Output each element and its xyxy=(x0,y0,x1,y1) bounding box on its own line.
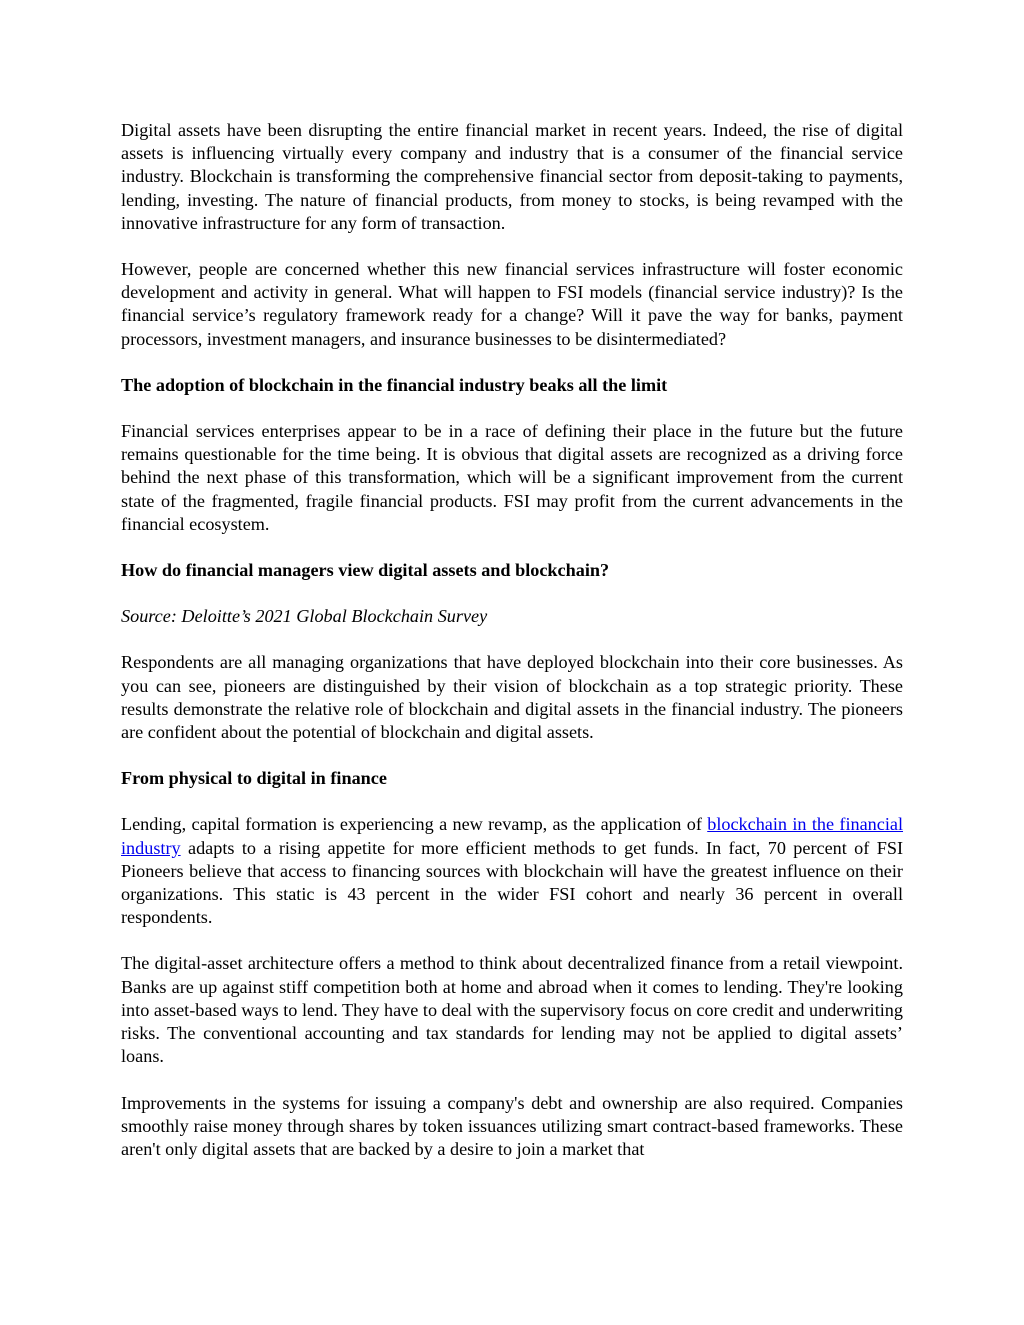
document-page xyxy=(121,119,903,1184)
paragraph-intro: Digital assets have been disrupting the entire financial market in recent years. Indeed, the rise of digital assets is influencing virtually every company and industry that is a consumer of the financial service industry. Blockchain is transforming the comprehensive financial sector from deposit-taking to payments, lending, investing. The nature of financial products, from money to stocks, is being revamped with the innovative infrastructure for any form of transaction. xyxy=(121,120,903,233)
paragraph-architecture: The digital-asset architecture offers a method to think about decentralized finance from a retail viewpoint. Banks are up against stiff competition both at home and abroad when it comes to lending. They're looking into asset-based ways to lend. They have to deal with the supervisory focus on core credit and underwriting risks. The conventional accounting and tax standards for lending may not be applied to digital assets’ loans. xyxy=(121,953,903,1067)
heading-adoption: The adoption of blockchain in the financial industry beaks all the limit xyxy=(121,374,668,395)
paragraph-lending-before: Lending, capital formation is experiencing a new revamp, as the application of xyxy=(121,814,708,835)
paragraph-lending xyxy=(121,813,903,929)
heading-physical-to-digital: From physical to digital in finance xyxy=(121,768,387,789)
paragraph-concerns: However, people are concerned whether this new financial services infrastructure will foster economic development and activity in general. What will happen to FSI models (financial service industry)? Is the financial service’s regulatory framework ready for a change? Will it pave the way for banks, payment processors, investment managers, and insurance businesses to be disintermediated? xyxy=(121,259,903,349)
paragraph-improvements: Improvements in the systems for issuing a company's debt and ownership are also required. Companies smoothly raise money through shares by token issuances utilizing smart contract-based frameworks. These aren't only digital assets that are backed by a desire to join a market that xyxy=(121,1092,903,1159)
blockchain-financial-industry-link[interactable]: blockchain in the financial industry xyxy=(121,814,904,858)
paragraph-race: Financial services enterprises appear to be in a race of defining their place in the future but the future remains questionable for the time being. It is obvious that digital assets are recognized as a driving force behind the next phase of this transformation, which will be a significant improvement from the current state of the fragmented, fragile financial products. FSI may profit from the current advancements in the financial ecosystem. xyxy=(121,421,903,534)
source-citation: Source: Deloitte’s 2021 Global Blockchain Survey xyxy=(121,606,488,627)
heading-managers-view: How do financial managers view digital assets and blockchain? xyxy=(121,560,610,581)
paragraph-lending-after: adapts to a rising appetite for more efficient methods to get funds. In fact, 70 percent of FSI Pioneers believe that access to financing sources with blockchain will have the greatest influence on their organizations. This static is 43 percent in the wider FSI cohort and nearly 36 percent in overall respondents. xyxy=(121,837,903,928)
paragraph-respondents: Respondents are all managing organizations that have deployed blockchain into their core businesses. As you can see, pioneers are distinguished by their vision of blockchain as a top strategic priority. These results demonstrate the relative role of blockchain and digital assets in the financial industry. The pioneers are confident about the potential of blockchain and digital assets. xyxy=(121,652,903,743)
